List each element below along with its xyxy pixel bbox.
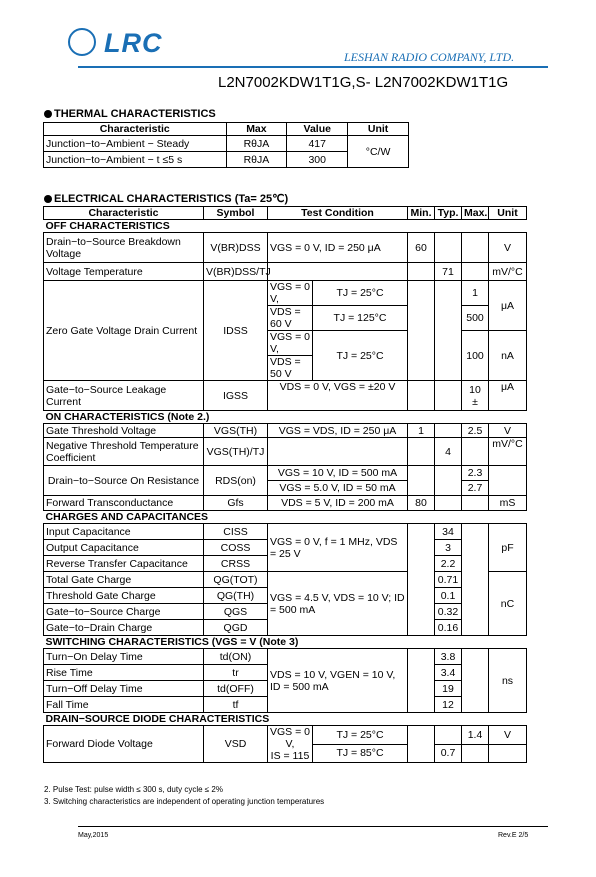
cell: 2.2 — [435, 556, 462, 572]
cell: VDS = 50 V — [268, 356, 313, 381]
cell: Zero Gate Voltage Drain Current — [44, 281, 204, 381]
cell: mV/°C — [489, 438, 527, 466]
cell: VGS = 5.0 V, ID = 50 mA — [268, 481, 408, 496]
footer-rule — [78, 826, 548, 827]
logo-mark-icon — [68, 28, 96, 56]
electrical-table — [43, 206, 527, 763]
cell: 1.4 — [462, 726, 489, 745]
cell: Gate−to−Source Charge — [44, 604, 204, 620]
cell: V(BR)DSS — [204, 233, 268, 263]
cell: Gate−to−Drain Charge — [44, 620, 204, 636]
cell: Total Gate Charge — [44, 572, 204, 588]
cell: VDS = 0 V, VGS = ±20 V — [268, 381, 408, 411]
cell: 417 — [287, 136, 348, 152]
table-row — [44, 572, 527, 588]
cell: 0.1 — [435, 588, 462, 604]
cell: Reverse Transfer Capacitance — [44, 556, 204, 572]
cell: RθJA — [226, 152, 287, 168]
cell: V(BR)DSS/TJ — [204, 263, 268, 281]
table-row — [44, 726, 527, 745]
cell: V — [489, 233, 527, 263]
cell: Threshold Gate Charge — [44, 588, 204, 604]
cell: μA — [489, 281, 527, 331]
cell: Input Capacitance — [44, 524, 204, 540]
col-header: Typ. — [435, 207, 462, 220]
cell: VGS(TH) — [204, 424, 268, 438]
cell: μA — [489, 381, 527, 411]
cell: td(OFF) — [204, 681, 268, 697]
note-2: 2. Pulse Test: pulse width ≤ 300 s, duty cycle ≤ 2% — [44, 785, 223, 794]
cell: mS — [489, 496, 527, 511]
thermal-header: Value — [287, 123, 348, 136]
cell: 0.32 — [435, 604, 462, 620]
header-rule — [78, 66, 548, 68]
cell: V — [489, 424, 527, 438]
cell: Negative Threshold Temperature Coefficient — [44, 438, 204, 466]
cell: VGS = 0 V, — [270, 726, 310, 750]
cell: 71 — [435, 263, 462, 281]
cell: QGD — [204, 620, 268, 636]
cell: VGS(TH)/TJ — [204, 438, 268, 466]
cell: 80 — [408, 496, 435, 511]
cell: Forward Diode Voltage — [44, 726, 204, 763]
cell: Gate−to−Source Leakage Current — [44, 381, 204, 411]
cell: VGS = 4.5 V, VDS = 10 V; ID = 500 mA — [268, 572, 408, 636]
electrical-title: ELECTRICAL CHARACTERISTICS (Ta= 25℃) — [44, 192, 288, 205]
cell: td(ON) — [204, 649, 268, 665]
section-heading: CHARGES AND CAPACITANCES — [44, 511, 527, 524]
cell: RDS(on) — [204, 466, 268, 496]
cell: 0.71 — [435, 572, 462, 588]
cell: pF — [489, 524, 527, 572]
section-heading: ON CHARACTERISTICS (Note 2.) — [44, 411, 527, 424]
col-header: Test Condition — [268, 207, 408, 220]
cell: ns — [489, 649, 527, 713]
cell: 500 — [462, 306, 489, 331]
cell: 3.4 — [435, 665, 462, 681]
section-heading: SWITCHING CHARACTERISTICS (VGS = V (Note 3) — [44, 636, 527, 649]
cell: Rise Time — [44, 665, 204, 681]
cell: VDS = 10 V, VGEN = 10 V, ID = 500 mA — [268, 649, 408, 713]
cell: Forward Transconductance — [44, 496, 204, 511]
cell: Gfs — [204, 496, 268, 511]
cell: 34 — [435, 524, 462, 540]
cell: QG(TH) — [204, 588, 268, 604]
col-header: Symbol — [204, 207, 268, 220]
table-row — [44, 524, 527, 540]
cell: V — [489, 726, 527, 745]
table-row — [44, 496, 527, 511]
cell: nC — [489, 572, 527, 636]
section-heading: DRAIN−SOURCE DIODE CHARACTERISTICS — [44, 713, 527, 726]
table-row — [44, 466, 527, 481]
cell: 3 — [435, 540, 462, 556]
thermal-table — [43, 122, 409, 168]
cell: 2.3 — [462, 466, 489, 481]
thermal-title: THERMAL CHARACTERISTICS — [44, 108, 216, 120]
cell: IS = 115 — [270, 750, 310, 762]
cell: Drain−to−Source On Resistance — [44, 466, 204, 496]
cell: TJ = 85°C — [313, 744, 408, 763]
cell: 12 — [435, 697, 462, 713]
cell: QGS — [204, 604, 268, 620]
table-row — [44, 263, 527, 281]
table-row — [44, 233, 527, 263]
cell: TJ = 25°C — [313, 726, 408, 745]
cell: 19 — [435, 681, 462, 697]
cell: RθJA — [226, 136, 287, 152]
company-name: LESHAN RADIO COMPANY, LTD. — [344, 50, 515, 64]
cell: IGSS — [204, 381, 268, 411]
table-row — [44, 281, 527, 306]
cell: 60 — [408, 233, 435, 263]
footer-date: May,2015 — [78, 832, 109, 839]
cell: 0.16 — [435, 620, 462, 636]
thermal-header: Max — [226, 123, 287, 136]
table-row — [44, 381, 527, 411]
cell: IDSS — [204, 281, 268, 381]
cell: TJ = 25°C — [313, 331, 408, 381]
cell: COSS — [204, 540, 268, 556]
part-number: L2N7002KDW1T1G,S- L2N7002KDW1T1G — [218, 74, 509, 91]
thermal-header: Unit — [348, 123, 409, 136]
cell: VGS = 0 V, — [268, 331, 313, 356]
cell: VGS = 0 V, ID = 250 μA — [268, 233, 408, 263]
cell: Turn−On Delay Time — [44, 649, 204, 665]
cell: Drain−to−Source Breakdown Voltage — [44, 233, 204, 263]
cell: Junction−to−Ambient − t ≤5 s — [44, 152, 227, 168]
cell: 2.5 — [462, 424, 489, 438]
cell: Fall Time — [44, 697, 204, 713]
cell: 0.7 — [435, 744, 462, 763]
cell: 1 — [408, 424, 435, 438]
cell: 4 — [435, 438, 462, 466]
thermal-header: Characteristic — [44, 123, 227, 136]
cell: Gate Threshold Voltage — [44, 424, 204, 438]
cell: 1 — [462, 281, 489, 306]
cell: VDS = 60 V — [268, 306, 313, 331]
col-header: Min. — [408, 207, 435, 220]
col-header: Max. — [462, 207, 489, 220]
cell: CISS — [204, 524, 268, 540]
cell: CRSS — [204, 556, 268, 572]
cell: °C/W — [348, 136, 409, 168]
table-row — [44, 649, 527, 665]
cell: tf — [204, 697, 268, 713]
note-3: 3. Switching characteristics are independent of operating junction temperatures — [44, 797, 325, 806]
section-heading: OFF CHARACTERISTICS — [44, 220, 527, 233]
cell: TJ = 25°C — [313, 281, 408, 306]
cell: nA — [489, 331, 527, 381]
table-row — [44, 438, 527, 466]
cell: Output Capacitance — [44, 540, 204, 556]
cell: QG(TOT) — [204, 572, 268, 588]
cell: VGS = 0 V, — [268, 281, 313, 306]
cell: mV/°C — [489, 263, 527, 281]
table-row — [44, 136, 409, 152]
col-header: Characteristic — [44, 207, 204, 220]
logo-text: LRC — [104, 28, 163, 58]
col-header: Unit — [489, 207, 527, 220]
cell: 10 — [469, 383, 481, 396]
cell: TJ = 125°C — [313, 306, 408, 331]
cell: VGS = VDS, ID = 250 μA — [268, 424, 408, 438]
footer-rev: Rev.E 2/5 — [498, 832, 529, 839]
cell: VGS = 10 V, ID = 500 mA — [268, 466, 408, 481]
cell: VDS = 5 V, ID = 200 mA — [268, 496, 408, 511]
cell: VGS = 0 V, f = 1 MHz, VDS = 25 V — [268, 524, 408, 572]
cell: Voltage Temperature — [44, 263, 204, 281]
bullet-icon — [44, 195, 52, 203]
cell: 3.8 — [435, 649, 462, 665]
bullet-icon — [44, 110, 52, 118]
cell: 300 — [287, 152, 348, 168]
cell: Turn−Off Delay Time — [44, 681, 204, 697]
cell: tr — [204, 665, 268, 681]
cell: 100 — [462, 331, 489, 381]
cell: ± — [472, 395, 478, 408]
cell: VSD — [204, 726, 268, 763]
cell: Junction−to−Ambient − Steady — [44, 136, 227, 152]
table-row — [44, 424, 527, 438]
cell: 2.7 — [462, 481, 489, 496]
